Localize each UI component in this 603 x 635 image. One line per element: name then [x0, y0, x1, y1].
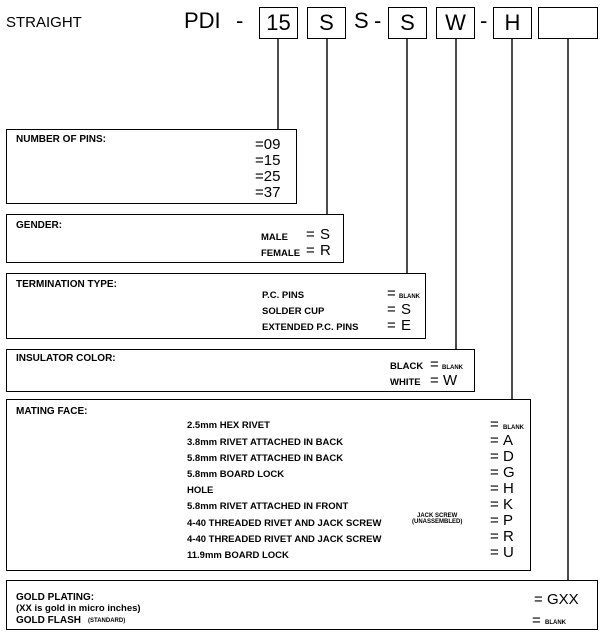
mating-code: H — [503, 480, 514, 497]
mating-eq: = — [490, 512, 499, 529]
code-box-mating: H — [493, 7, 532, 39]
termination-label: P.C. PINS — [262, 290, 305, 301]
color-eq: = — [430, 372, 439, 389]
mating-eq: = — [490, 464, 499, 481]
color-code: BLANK — [442, 365, 463, 371]
mating-code: U — [503, 544, 514, 561]
code-box-pins: 15 — [259, 7, 298, 39]
code-box-termination: S — [388, 7, 427, 39]
part-dash-2: - — [374, 8, 382, 33]
flash-code: BLANK — [545, 620, 566, 626]
mating-label: 4-40 THREADED RIVET AND JACK SCREW — [187, 534, 382, 545]
pins-option: =15 — [255, 152, 281, 169]
gold-flash-label: GOLD FLASH — [16, 615, 81, 626]
mating-note-line-2: (UNASSEMBLED) — [412, 519, 463, 525]
mating-eq: = — [490, 448, 499, 465]
termination-label: EXTENDED P.C. PINS — [262, 322, 359, 333]
mating-label: HOLE — [187, 485, 214, 496]
termination-code: BLANK — [399, 294, 420, 300]
plating-header: GOLD PLATING: — [16, 592, 95, 603]
mating-code: A — [503, 432, 514, 449]
page-title: STRAIGHT — [6, 14, 82, 31]
mating-jack-screw-note — [412, 513, 462, 525]
code-box-plating — [538, 7, 598, 39]
termination-label: SOLDER CUP — [262, 306, 325, 317]
pins-option: =37 — [255, 184, 281, 201]
mating-header: MATING FACE: — [16, 406, 88, 417]
code-box-color: W — [436, 7, 475, 39]
color-code: W — [443, 372, 458, 389]
color-header: INSULATOR COLOR: — [16, 353, 116, 364]
gender-code: R — [320, 242, 331, 259]
mating-code: BLANK — [503, 425, 524, 431]
color-label: WHITE — [390, 377, 421, 388]
color-eq: = — [430, 356, 439, 373]
mating-code: D — [503, 448, 514, 465]
mating-eq: = — [490, 480, 499, 497]
termination-code: S — [401, 301, 412, 318]
termination-eq: = — [387, 301, 396, 318]
termination-header: TERMINATION TYPE: — [16, 279, 117, 290]
mating-note-line-1: JACK SCREW — [417, 513, 458, 519]
mating-eq: = — [490, 528, 499, 545]
color-label: BLACK — [390, 361, 424, 372]
plating-subheader: (XX is gold in micro inches) — [16, 603, 141, 614]
part-literal-s: S — [354, 8, 369, 33]
mating-code: R — [503, 528, 514, 545]
part-prefix: PDI — [184, 8, 221, 33]
gender-label: FEMALE — [261, 248, 301, 259]
mating-eq: = — [490, 432, 499, 449]
gender-label: MALE — [261, 232, 288, 243]
plating-eq: = — [534, 591, 543, 608]
mating-label: 4-40 THREADED RIVET AND JACK SCREW — [187, 518, 382, 529]
mating-label: 5.8mm RIVET ATTACHED IN BACK — [187, 453, 344, 464]
part-dash-1: - — [236, 8, 244, 33]
mating-code: P — [503, 512, 514, 529]
pins-option: =25 — [255, 168, 281, 185]
flash-eq: = — [532, 612, 541, 629]
gender-eq: = — [306, 242, 315, 259]
mating-eq: = — [490, 544, 499, 561]
pins-header: NUMBER OF PINS: — [16, 134, 106, 145]
mating-code: G — [503, 464, 515, 481]
mating-eq: = — [490, 416, 499, 433]
mating-label: 5.8mm RIVET ATTACHED IN FRONT — [187, 501, 349, 512]
termination-eq: = — [387, 317, 396, 334]
gender-code: S — [320, 226, 331, 243]
code-box-gender: S — [307, 7, 346, 39]
mating-label: 2.5mm HEX RIVET — [187, 420, 270, 431]
gender-header: GENDER: — [16, 220, 63, 231]
mating-label: 5.8mm BOARD LOCK — [187, 469, 285, 480]
mating-label: 11.9mm BOARD LOCK — [187, 550, 289, 561]
mating-label: 3.8mm RIVET ATTACHED IN BACK — [187, 437, 344, 448]
plating-code: GXX — [547, 591, 579, 608]
gender-eq: = — [306, 226, 315, 243]
part-dash-3: - — [480, 8, 488, 33]
termination-eq: = — [387, 285, 396, 302]
gold-flash-note: (STANDARD) — [88, 618, 126, 624]
pins-option: =09 — [255, 136, 281, 153]
termination-code: E — [401, 317, 412, 334]
mating-code: K — [503, 496, 514, 513]
mating-eq: = — [490, 496, 499, 513]
